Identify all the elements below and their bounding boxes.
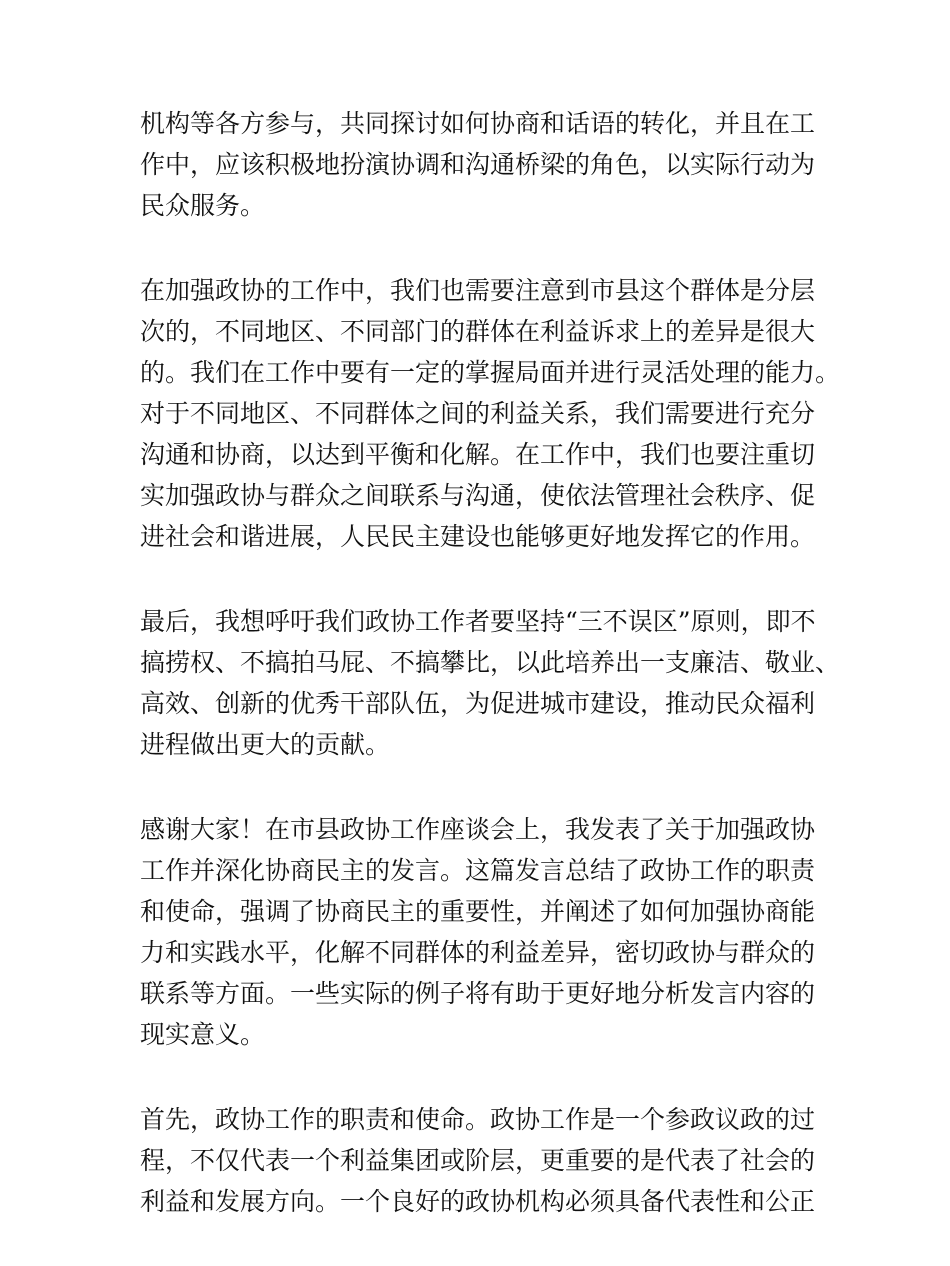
- text-line: 首先，政协工作的职责和使命。政协工作是一个参政议政的过: [140, 1105, 816, 1134]
- text-line: 利益和发展方向。一个良好的政协机构必须具备代表性和公正: [140, 1187, 816, 1216]
- text-line: 的。我们在工作中要有一定的掌握局面并进行灵活处理的能力。: [140, 358, 841, 387]
- text-line: 感谢大家！在市县政协工作座谈会上，我发表了关于加强政协: [140, 815, 816, 844]
- text-line: 进社会和谐进展，人民民主建设也能够更好地发挥它的作用。: [140, 522, 816, 551]
- document-body: [140, 103, 841, 1266]
- text-line: 机构等各方参与，共同探讨如何协商和话语的转化，并且在工: [140, 109, 816, 138]
- paragraph-3: [140, 601, 841, 765]
- text-line: 联系等方面。一些实际的例子将有助于更好地分析发言内容的: [140, 979, 816, 1008]
- text-line: 力和实践水平，化解不同群体的利益差异，密切政协与群众的: [140, 938, 816, 967]
- paragraph-1: [140, 103, 816, 226]
- text-line: 现实意义。: [140, 1020, 266, 1049]
- text-line: 对于不同地区、不同群体之间的利益关系，我们需要进行充分: [140, 399, 816, 428]
- text-line: 民众服务。: [140, 191, 266, 220]
- paragraph-5: [140, 1099, 816, 1222]
- text-line: 搞捞权、不搞拍马屁、不搞攀比，以此培养出一支廉洁、敬业、: [140, 648, 841, 677]
- text-line: 在加强政协的工作中，我们也需要注意到市县这个群体是分层: [140, 276, 816, 305]
- text-line: 程，不仅代表一个利益集团或阶层，更重要的是代表了社会的: [140, 1146, 816, 1175]
- text-line: 实加强政协与群众之间联系与沟通，使依法管理社会秩序、促: [140, 481, 816, 510]
- text-line: 高效、创新的优秀干部队伍，为促进城市建设，推动民众福利: [140, 689, 816, 718]
- paragraph-2: [140, 270, 841, 557]
- text-line: 作中，应该积极地扮演协调和沟通桥梁的角色，以实际行动为: [140, 150, 816, 179]
- text-line: 进程做出更大的贡献。: [140, 730, 391, 759]
- text-line: 沟通和协商，以达到平衡和化解。在工作中，我们也要注重切: [140, 440, 816, 469]
- text-line: 和使命，强调了协商民主的重要性，并阐述了如何加强协商能: [140, 897, 816, 926]
- text-line: 工作并深化协商民主的发言。这篇发言总结了政协工作的职责: [140, 856, 816, 885]
- text-line: 最后，我想呼吁我们政协工作者要坚持“三不误区”原则，即不: [140, 607, 816, 636]
- paragraph-4: [140, 809, 816, 1055]
- text-line: 次的，不同地区、不同部门的群体在利益诉求上的差异是很大: [140, 317, 816, 346]
